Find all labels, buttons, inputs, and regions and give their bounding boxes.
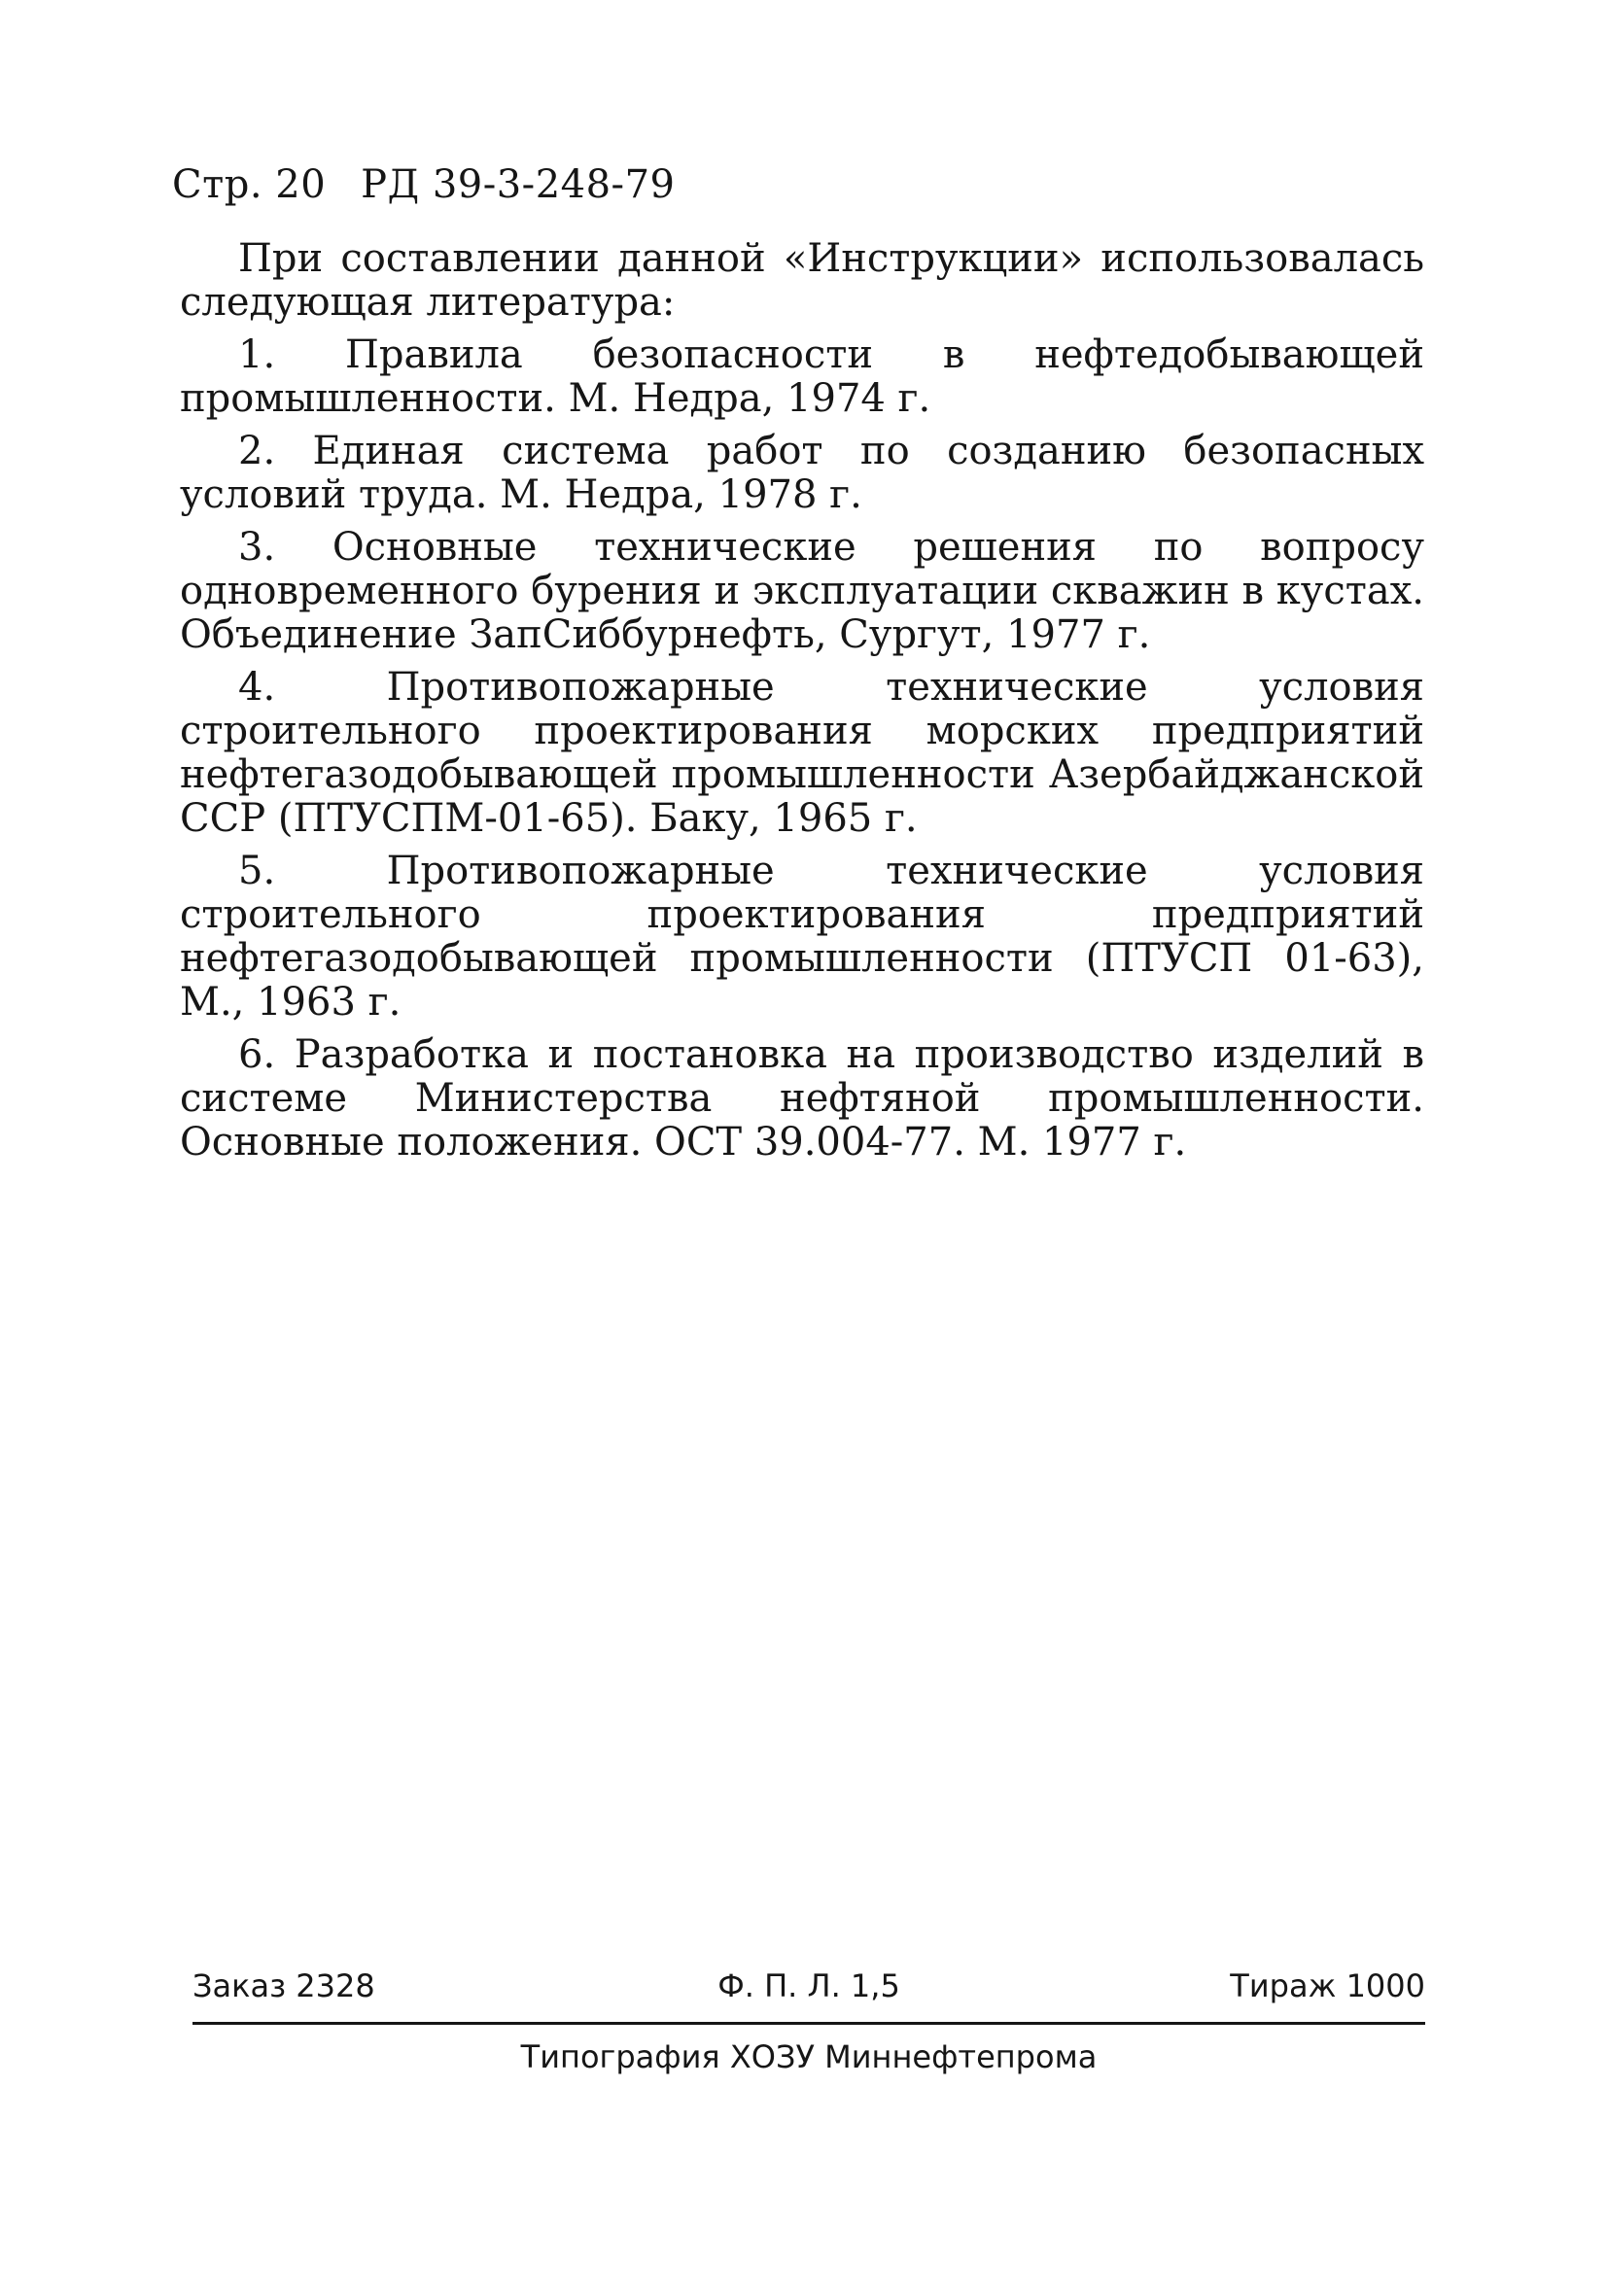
- reference-item-2: 2. Единая система работ по созданию безопасных условий труда. М. Недра, 1978 г.: [180, 429, 1424, 517]
- print-run: Тираж 1000: [1230, 1967, 1425, 2004]
- imprint-block: [192, 1967, 1425, 2075]
- order-number: Заказ 2328: [192, 1967, 375, 2004]
- imprint-divider: [192, 2022, 1425, 2025]
- reference-item-3: 3. Основные технические решения по вопросу одновременного бурения и эксплуатации скважин в кустах. Объединение ЗапСиббурнефть, Сургут, 1977 г.: [180, 525, 1424, 657]
- document-code: РД 39-3-248-79: [361, 162, 676, 207]
- references-section: [180, 237, 1424, 1173]
- reference-item-1: 1. Правила безопасности в нефтедобывающей промышленности. М. Недра, 1974 г.: [180, 332, 1424, 421]
- imprint-row: [192, 1967, 1425, 2010]
- page-number: Стр. 20: [172, 162, 327, 207]
- reference-item-5: 5. Противопожарные технические условия строительного проектирования предприятий нефтегазодобывающей промышленности (ПТУСП 01-63), М., 1963 г.: [180, 849, 1424, 1025]
- references-intro: При составлении данной «Инструкции» использовалась следующая литература:: [180, 236, 1424, 325]
- printed-sheets: Ф. П. Л. 1,5: [717, 1967, 900, 2004]
- page-header: [172, 161, 675, 208]
- printer-name: Типография ХОЗУ Миннефтепрома: [520, 2038, 1098, 2075]
- reference-item-6: 6. Разработка и постановка на производство изделий в системе Министерства нефтяной промышленности. Основные положения. ОСТ 39.004-77. М. 1977 г.: [180, 1032, 1424, 1165]
- reference-item-4: 4. Противопожарные технические условия строительного проектирования морских предприятий нефтегазодобывающей промышленности Азербайджанской ССР (ПТУСПМ-01-65). Баку, 1965 г.: [180, 665, 1424, 841]
